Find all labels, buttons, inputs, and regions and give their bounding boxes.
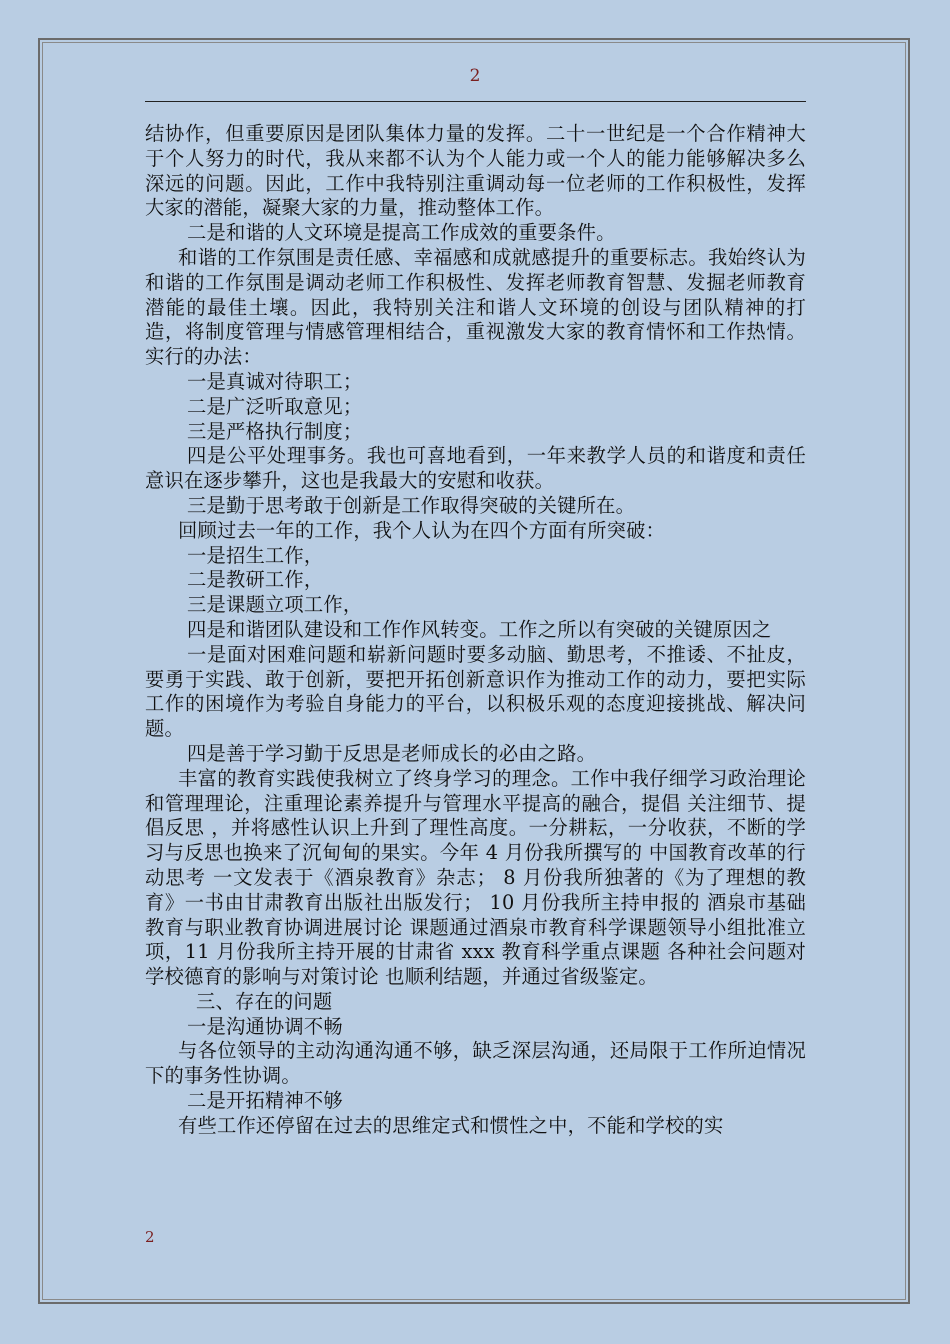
paragraph: 二是和谐的人文环境是提高工作成效的重要条件。	[187, 221, 616, 245]
paragraph: 回顾过去一年的工作，我个人认为在四个方面有所突破：	[178, 518, 666, 542]
header-page-number: 2	[469, 66, 481, 86]
paragraph: 结协作，但重要原因是团队集体力量的发挥。二十一世纪是一个合作精神大于个人努力的时代，我从来都不认为个人能力或一个人的能力能够解决多么深远的问题。因此，工作中我特别注重调动每一位老师的工作积极性，发挥大家的潜能，凝聚大家的力量，推动整体工作。	[145, 122, 806, 220]
paragraph: 丰富的教育实践使我树立了终身学习的理念。工作中我仔细学习政治理论和管理理论，注重理论素养提升与管理水平提高的融合，提倡 关注细节、提倡反思 ，并将感性认识上升到了理性高度。一分耕耘，一分收获，不断的学习与反思也换来了沉甸甸的果实。今年 4 月份我所撰写的 中国教育改革的行动思考 一文发表于《酒泉教育》杂志； 8 月份我所独著的《为了理想的教育》一书由甘肃教育出版社出版发行； 10 月份我所主持申报的 酒泉市基础教育与职业教育协调进展讨论 课题通过酒泉市教育科学课题领导小组批准立项，11 月份我所主持开展的甘肃省 xxx 教育科学重点课题 各种社会问题对学校德育的影响与对策讨论 也顺利结题，并通过省级鉴定。	[145, 766, 806, 989]
list-item: 四是和谐团队建设和工作作风转变。工作之所以有突破的关键原因之	[187, 617, 772, 641]
header-rule	[145, 101, 806, 102]
subheading: 一是沟通协调不畅	[187, 1014, 343, 1038]
list-item: 二是教研工作，	[187, 568, 324, 592]
paragraph: 三是勤于思考敢于创新是工作取得突破的关键所在。	[187, 493, 636, 517]
list-item: 三是严格执行制度；	[187, 419, 363, 443]
list-item: 一是真诚对待职工；	[187, 369, 363, 393]
subheading: 二是开拓精神不够	[187, 1089, 343, 1113]
paragraph: 一是面对困难问题和崭新问题时要多动脑、勤思考，不推诿、不扯皮，要勇于实践、敢于创新，要把开拓创新意识作为推动工作的动力，要把实际工作的困境作为考验自身能力的平台，以积极乐观的态度迎接挑战、解决问题。	[145, 642, 806, 741]
paragraph: 有些工作还停留在过去的思维定式和惯性之中，不能和学校的实	[178, 1113, 724, 1137]
paragraph: 与各位领导的主动沟通沟通不够，缺乏深层沟通，还局限于工作所迫情况下的事务性协调。	[145, 1039, 806, 1088]
footer-page-number: 2	[145, 1228, 155, 1246]
paragraph: 和谐的工作氛围是责任感、幸福感和成就感提升的重要标志。我始终认为和谐的工作氛围是调动老师工作积极性、发挥老师教育智慧、发掘老师教育潜能的最佳土壤。因此，我特别关注和谐人文环境的创设与团队精神的打造，将制度管理与情感管理相结合，重视激发大家的教育情怀和工作热情。实行的办法：	[145, 245, 806, 369]
paragraph: 四是善于学习勤于反思是老师成长的必由之路。	[187, 741, 597, 765]
section-heading: 三、存在的问题	[196, 989, 333, 1013]
list-item: 四是公平处理事务。我也可喜地看到，一年来教学人员的和谐度和责任意识在逐步攀升，这也是我最大的安慰和收获。	[145, 444, 806, 493]
list-item: 三是课题立项工作，	[187, 593, 363, 617]
document-body	[145, 122, 806, 1139]
list-item: 二是广泛听取意见；	[187, 394, 363, 418]
list-item: 一是招生工作，	[187, 543, 324, 567]
